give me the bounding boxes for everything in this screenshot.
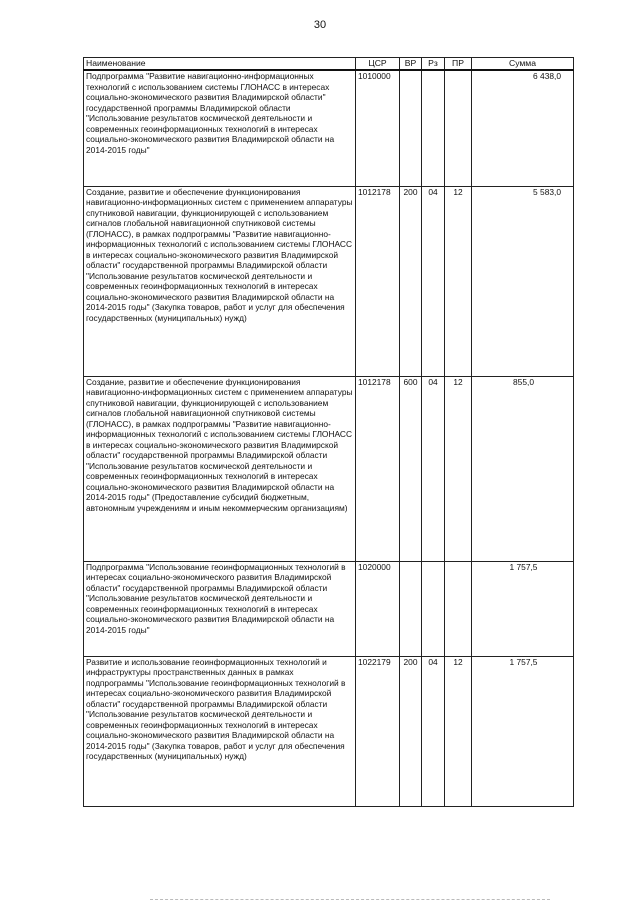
- row-csr: 1012178: [356, 376, 400, 561]
- row-sum: 6 438,0: [472, 70, 574, 186]
- row-pr: [445, 561, 472, 656]
- header-pr: ПР: [445, 58, 472, 71]
- row-pr: [445, 70, 472, 186]
- table-row: [84, 70, 574, 186]
- row-name: Развитие и использование геоинформационных технологий и инфраструктуры пространственных данных в рамках подпрограммы "Использование геоинформационных технологий в интересах социально-экономического развития Владимирской области" государственной программы Владимирской области "Использование результатов космической деятельности и современных геоинформационных технологий в интересах социально-экономического развития Владимирской области на 2014-2015 годы" (Закупка товаров, работ и услуг для обеспечения государственных (муниципальных) нужд): [84, 656, 356, 806]
- table-row: [84, 561, 574, 656]
- row-vr: 600: [400, 376, 422, 561]
- row-sum: 855,0: [472, 376, 574, 561]
- row-name: Подпрограмма "Развитие навигационно-информационных технологий с использованием системы ГЛОНАСС в интересах социально-экономического развития Владимирской области" государственной программы Владимирской области "Использование результатов космической деятельности и современных геоинформационных технологий в интересах социально-экономического развития Владимирской области на 2014-2015 годы": [84, 70, 356, 186]
- row-vr: 200: [400, 186, 422, 376]
- row-csr: 1012178: [356, 186, 400, 376]
- table-row: [84, 186, 574, 376]
- budget-table: [83, 57, 574, 807]
- row-rz: 04: [422, 186, 445, 376]
- header-rz: Рз: [422, 58, 445, 71]
- scan-bottom-edge: [150, 899, 550, 900]
- row-vr: [400, 70, 422, 186]
- row-rz: 04: [422, 656, 445, 806]
- header-csr: ЦСР: [356, 58, 400, 71]
- row-vr: [400, 561, 422, 656]
- row-csr: 1020000: [356, 561, 400, 656]
- header-vr: ВР: [400, 58, 422, 71]
- row-rz: [422, 561, 445, 656]
- row-name: Создание, развитие и обеспечение функционирования навигационно-информационных систем с применением аппаратуры спутниковой навигации, функционирующей с использованием сигналов глобальной навигационной спутниковой системы (ГЛОНАСС), в рамках подпрограммы "Развитие навигационно-информационных технологий с использованием системы ГЛОНАСС в интересах социально-экономического развития Владимирской области" государственной программы Владимирской области "Использование результатов космической деятельности и современных геоинформационных технологий в интересах социально-экономического развития Владимирской области на 2014-2015 годы" (Предоставление субсидий бюджетным, автономным учреждениям и иным некоммерческим организациям): [84, 376, 356, 561]
- row-pr: 12: [445, 186, 472, 376]
- row-rz: 04: [422, 376, 445, 561]
- table-row: [84, 656, 574, 806]
- row-csr: 1010000: [356, 70, 400, 186]
- row-name: Подпрограмма "Использование геоинформационных технологий в интересах социально-экономического развития Владимирской области" государственной программы Владимирской области "Использование результатов космической деятельности и современных геоинформационных технологий в интересах социально-экономического развития Владимирской области на 2014-2015 годы": [84, 561, 356, 656]
- row-sum: 5 583,0: [472, 186, 574, 376]
- row-pr: 12: [445, 376, 472, 561]
- row-vr: 200: [400, 656, 422, 806]
- row-name: Создание, развитие и обеспечение функционирования навигационно-информационных систем с применением аппаратуры спутниковой навигации, функционирующей с использованием сигналов глобальной навигационной спутниковой системы (ГЛОНАСС), в рамках подпрограммы "Развитие навигационно-информационных технологий с использованием системы ГЛОНАСС в интересах социально-экономического развития Владимирской области" государственной программы Владимирской области "Использование результатов космической деятельности и современных геоинформационных технологий в интересах социально-экономического развития Владимирской области на 2014-2015 годы" (Закупка товаров, работ и услуг для обеспечения государственных (муниципальных) нужд): [84, 186, 356, 376]
- table-row: [84, 376, 574, 561]
- row-pr: 12: [445, 656, 472, 806]
- header-sum: Сумма: [472, 58, 574, 71]
- page-number: 30: [313, 19, 327, 31]
- row-rz: [422, 70, 445, 186]
- table-header-row: [84, 58, 574, 71]
- header-name: Наименование: [84, 58, 356, 71]
- row-sum: 1 757,5: [472, 561, 574, 656]
- row-sum: 1 757,5: [472, 656, 574, 806]
- row-csr: 1022179: [356, 656, 400, 806]
